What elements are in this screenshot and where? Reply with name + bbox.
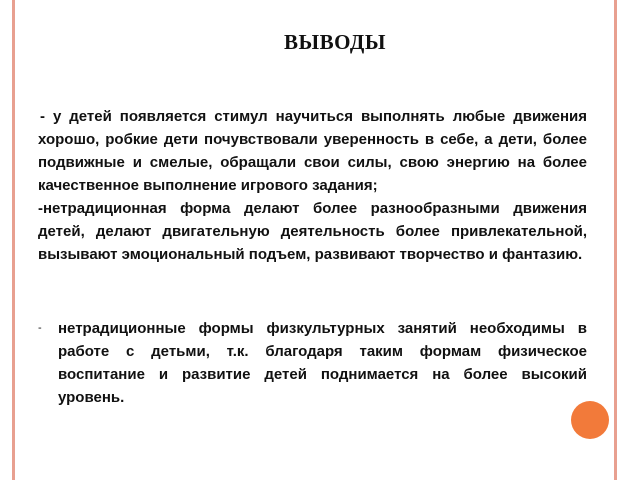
bullet-text: нетрадиционные формы физкультурных занятий необходимы в работе с детьми, т.к. благодаря таким формам физическое воспитание и развитие детей поднимается на более высокий уровень. bbox=[58, 320, 587, 406]
left-border-rule bbox=[12, 0, 15, 480]
conclusions-body bbox=[38, 105, 587, 266]
paragraph-2: -нетрадиционная форма делают более разнообразными движения детей, делают двигательную деятельность более привлекательной, вызывают эмоциональный подъем, развивают творчество и фантазию. bbox=[38, 200, 587, 263]
paragraph-1: - у детей появляется стимул научиться выполнять любые движения хорошо, робкие дети почувствовали уверенность в себе, а дети, более подвижные и смелые, обращали свои силы, свою энергию на более качественное выполнение игрового задания; bbox=[38, 108, 587, 194]
bullet-marker: - bbox=[38, 322, 42, 334]
right-border-rule bbox=[614, 0, 617, 480]
slide-title: ВЫВОДЫ bbox=[284, 30, 386, 54]
decorative-circle bbox=[571, 401, 609, 439]
